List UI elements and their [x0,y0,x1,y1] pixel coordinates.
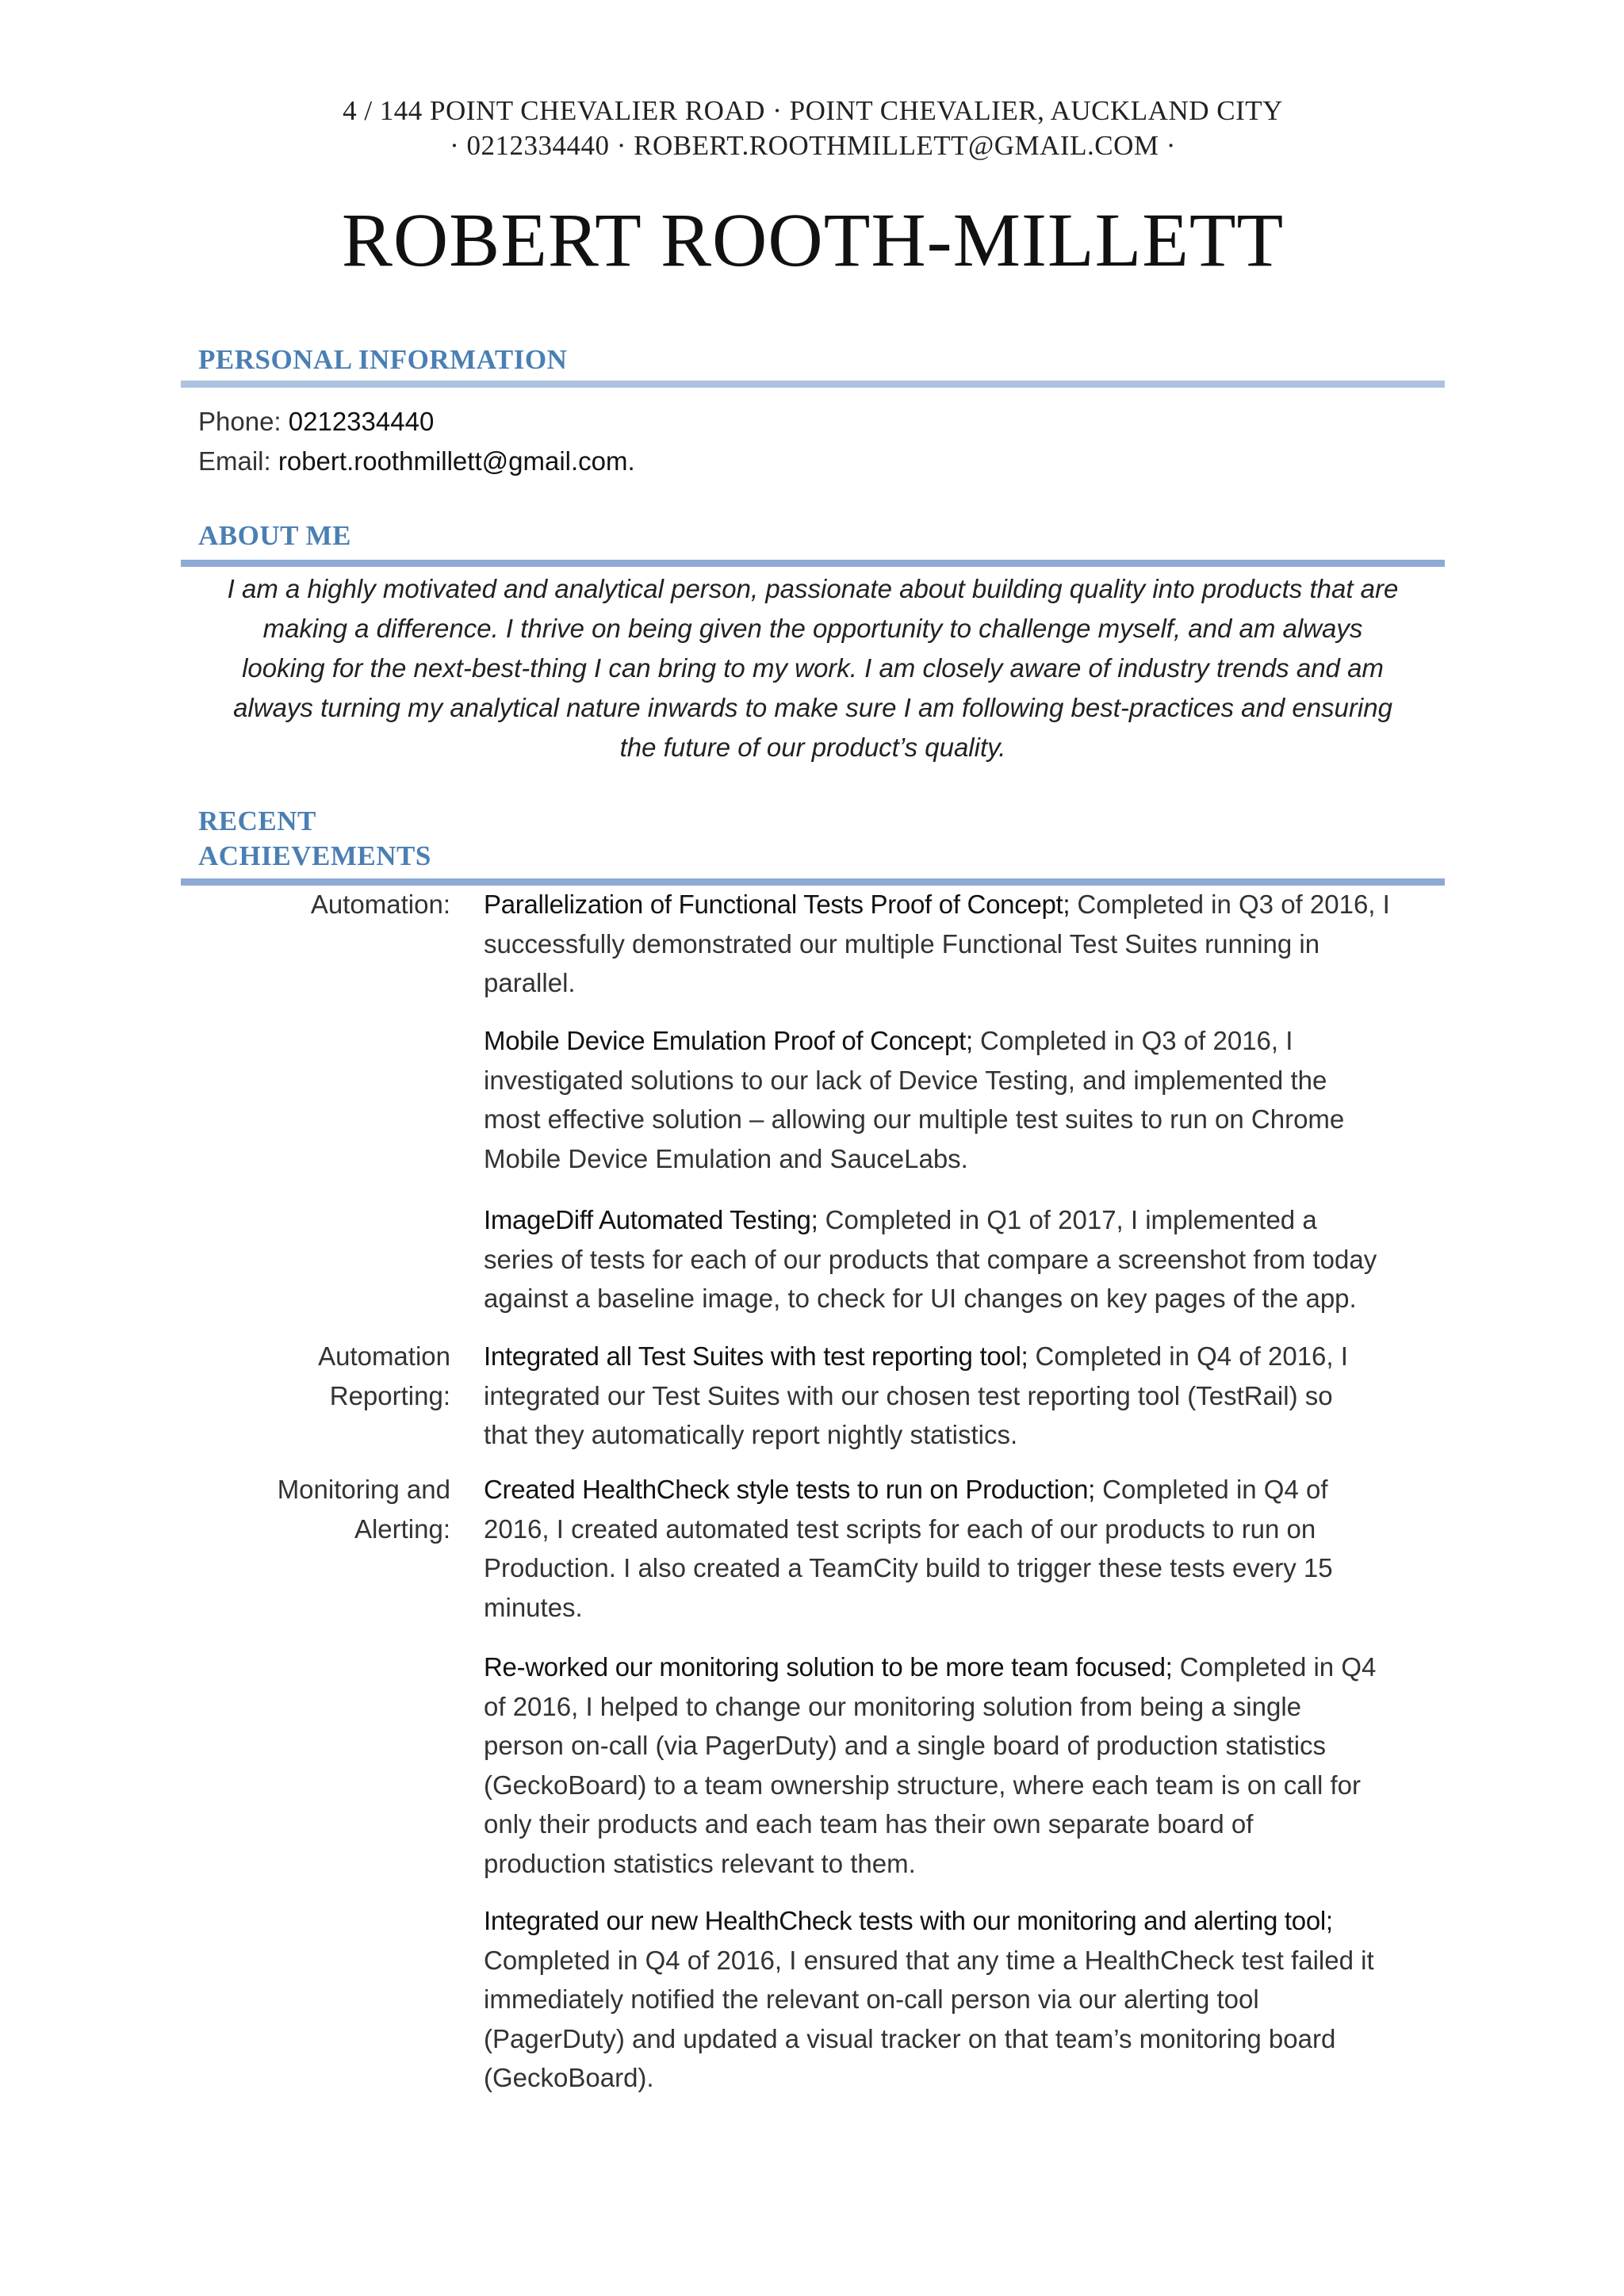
achievement-category-label [181,885,450,924]
entry-line: minutes. [484,1592,583,1622]
address-line: 4 / 144 POINT CHEVALIER ROAD · POINT CHEVALIER, AUCKLAND CITY [343,95,1283,126]
entry-line: Mobile Device Emulation and SauceLabs. [484,1143,968,1173]
achievement-title: ImageDiff Automated Testing; [484,1205,818,1234]
entry-line: of 2016, I helped to change our monitoring solution from being a single [484,1691,1302,1721]
entry-line: (PagerDuty) and updated a visual tracker on that team’s monitoring board [484,2023,1336,2053]
entry-line: integrated our Test Suites with our chosen test reporting tool (TestRail) so [484,1380,1333,1410]
achievement-entry [484,1470,1435,1627]
entry-text: Completed in Q4 of [1095,1475,1328,1504]
entry-line [484,1647,1435,1687]
entry-line: most effective solution – allowing our multiple test suites to run on Chrome [484,1104,1345,1134]
section-title-about-me: ABOUT ME [198,520,351,551]
achievement-entry [484,885,1435,1003]
contact-line: · 0212334440 · ROBERT.ROOTHMILLETT@GMAIL.COM · [450,130,1176,161]
entry-line: only their products and each team has their own separate board of [484,1809,1254,1839]
entry-line: (GeckoBoard) to a team ownership structure, where each team is on call for [484,1770,1361,1800]
entry-line: that they automatically report nightly statistics. [484,1420,1018,1449]
about-line: looking for the next-best-thing I can bring to my work. I am closely aware of industry trends and am [242,653,1384,683]
about-line: making a difference. I thrive on being given the opportunity to challenge myself, and am always [262,614,1363,643]
entry-text: Completed in Q3 of 2016, I [1070,890,1390,919]
email-label: Email: [198,446,278,476]
section-title-recent-achievements [198,804,431,874]
phone-label: Phone: [198,407,289,436]
section-divider [181,560,1445,567]
category-label-line: Reporting: [329,1381,450,1410]
entry-line [484,1337,1435,1376]
achievement-entry [484,1021,1435,1178]
entry-text: Completed in Q3 of 2016, I [972,1026,1293,1055]
section-title-personal-information: PERSONAL INFORMATION [198,344,568,375]
entry-line: Production. I also created a TeamCity build to trigger these tests every 15 [484,1553,1333,1582]
category-label-line: Automation [318,1341,450,1371]
about-line: the future of our product’s quality. [619,733,1006,762]
entry-line [484,885,1435,924]
entry-line: successfully demonstrated our multiple Functional Test Suites running in [484,928,1320,959]
achievement-entry [484,1337,1435,1455]
category-label-line: Alerting: [354,1514,450,1544]
section-title-line: ACHIEVEMENTS [198,840,431,871]
achievement-category-label [181,1337,450,1416]
achievement-entry [484,1901,1435,2098]
candidate-name: ROBERT ROOTH-MILLETT [341,197,1285,282]
email-value: robert.roothmillett@gmail.com. [278,446,635,476]
achievement-entry [484,1200,1435,1318]
achievement-category-label [181,1470,450,1549]
entry-line [484,1021,1435,1061]
entry-line [484,1901,1435,1941]
entry-line [484,1200,1435,1240]
achievement-title: Integrated all Test Suites with test reporting tool; [484,1341,1028,1371]
achievement-entry [484,1647,1435,1883]
category-label-line: Automation: [310,890,450,919]
about-line: I am a highly motivated and analytical person, passionate about building quality into products that are [227,574,1399,603]
entry-line: investigated solutions to our lack of Device Testing, and implemented the [484,1065,1327,1095]
achievement-title: Created HealthCheck style tests to run on Production; [484,1475,1096,1504]
entry-line [484,1470,1435,1510]
entry-text: Completed in Q4 of 2016, I [1028,1341,1348,1371]
achievement-title: Parallelization of Functional Tests Proof of Concept; [484,890,1071,919]
entry-line: immediately notified the relevant on-call person via our alerting tool [484,1984,1259,2014]
section-divider [181,381,1445,388]
entry-text: Completed in Q4 [1172,1652,1377,1682]
about-paragraph [189,569,1437,767]
entry-line: 2016, I created automated test scripts for each of our products to run on [484,1513,1316,1544]
entry-text: Completed in Q1 of 2017, I implemented a [818,1205,1317,1234]
entry-line: against a baseline image, to check for UI changes on key pages of the app. [484,1284,1357,1313]
phone-line [198,404,434,439]
resume-page [181,0,1445,2296]
about-line: always turning my analytical nature inwards to make sure I am following best-practices and ensuring [233,693,1392,722]
entry-line: (GeckoBoard). [484,2063,654,2092]
entry-line: series of tests for each of our products that compare a screenshot from today [484,1244,1377,1274]
achievement-title: Integrated our new HealthCheck tests with our monitoring and alerting tool; [484,1906,1333,1935]
entry-line: Completed in Q4 of 2016, I ensured that any time a HealthCheck test failed it [484,1945,1374,1975]
email-line [198,444,635,479]
phone-value: 0212334440 [288,407,435,436]
achievement-title: Mobile Device Emulation Proof of Concept; [484,1026,973,1055]
category-label-line: Monitoring and [277,1475,450,1504]
entry-line: parallel. [484,968,576,997]
achievement-title: Re-worked our monitoring solution to be more team focused; [484,1652,1173,1682]
entry-line: person on-call (via PagerDuty) and a single board of production statistics [484,1731,1327,1760]
entry-line: production statistics relevant to them. [484,1848,916,1878]
section-title-line: RECENT [198,806,316,836]
